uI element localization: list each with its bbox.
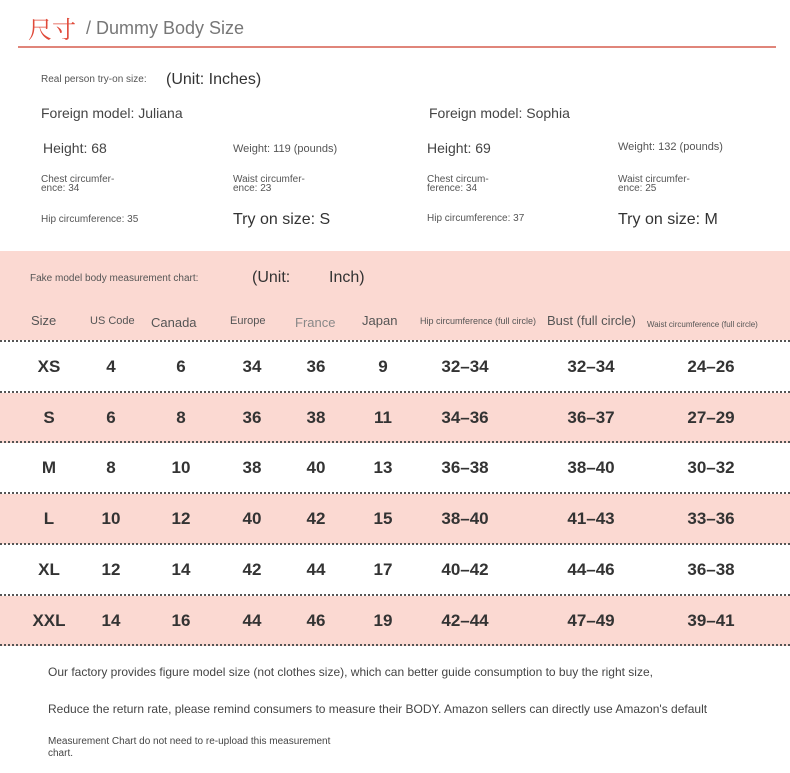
table-cell: 13 (373, 458, 393, 478)
table-cell: 30–32 (687, 458, 735, 478)
table-cell: 34–36 (441, 407, 489, 427)
chart-unit-close: Inch) (329, 269, 365, 286)
table-cell: 12 (171, 509, 191, 529)
table-cell: 11 (374, 407, 392, 427)
table-cell: S (43, 407, 55, 427)
table-cell: 9 (378, 357, 388, 376)
model-1-hip: Hip circumference: 35 (41, 214, 139, 225)
title-english: / Dummy Body Size (86, 18, 245, 38)
table-row (0, 393, 790, 443)
table-cell: 10 (101, 509, 121, 529)
chart-unit-open: (Unit: (252, 269, 291, 286)
table-cell: 40 (306, 458, 326, 478)
tryon-unit: (Unit: Inches) (166, 71, 262, 88)
col-header-waist: Waist circumference (full circle) (647, 320, 758, 329)
table-cell: M (41, 458, 57, 478)
col-header-hip: Hip circumference (full circle) (420, 316, 537, 326)
model-2-hip: Hip circumference: 37 (427, 213, 525, 224)
table-cell: 36 (306, 357, 326, 376)
table-cell: 46 (306, 610, 326, 630)
col-header-japan: Japan (362, 313, 398, 328)
table-cell: 6 (106, 407, 116, 427)
table-cell: 6 (176, 357, 186, 376)
table-cell: 10 (171, 458, 191, 478)
table-cell: 38–40 (567, 458, 615, 478)
table-row (0, 545, 790, 595)
model-2-weight: Weight: 132 (pounds) (618, 141, 723, 153)
table-row (0, 596, 790, 646)
model-2-tryon: Try on size: M (618, 211, 718, 228)
footer-line-1: Our factory provides figure model size (not clothes size), which can better guide consumption to buy the right size, (48, 665, 653, 679)
model-1-name: Foreign model: Juliana (41, 105, 183, 121)
table-cell: XL (38, 559, 60, 579)
table-cell: 33–36 (687, 509, 735, 529)
model-2-height: Height: 69 (427, 140, 491, 156)
table-cell: 41–43 (567, 509, 615, 529)
table-cell: 40–42 (441, 559, 489, 579)
table-cell: 27–29 (687, 407, 735, 427)
table-cell: 12 (101, 559, 121, 579)
table-cell: 17 (373, 559, 393, 579)
row-divider (0, 644, 790, 646)
table-cell: 14 (101, 610, 121, 630)
table-cell: 8 (106, 458, 116, 478)
table-cell: 44 (306, 559, 326, 579)
model-1-height: Height: 68 (43, 140, 107, 156)
table-cell: 15 (373, 509, 393, 529)
col-header-france: France (295, 315, 336, 330)
table-cell: XXL (32, 610, 66, 630)
table-cell: 24–26 (687, 357, 735, 376)
col-header-europe: Europe (230, 315, 266, 327)
col-header-bust: Bust (full circle) (547, 313, 636, 328)
table-cell: 36–37 (567, 407, 615, 427)
model-1-waist: Waist circumfer-ence: 23 (233, 174, 305, 194)
table-cell: 38 (306, 407, 326, 427)
model-1-tryon: Try on size: S (233, 211, 331, 228)
table-cell: 8 (176, 407, 186, 427)
col-header-size: Size (31, 313, 57, 328)
table-cell: XS (37, 357, 61, 376)
col-header-us: US Code (90, 315, 135, 327)
table-row (0, 443, 790, 493)
table-cell: 47–49 (567, 610, 615, 630)
col-header-canada: Canada (151, 315, 197, 330)
table-cell: 39–41 (687, 610, 735, 630)
model-2-chest: Chest circum-ference: 34 (427, 174, 489, 194)
model-2-waist: Waist circumfer-ence: 25 (618, 174, 690, 194)
table-row (0, 342, 790, 392)
table-cell: 42 (242, 559, 262, 579)
chart-label: Fake model body measurement chart: (30, 273, 199, 284)
tryon-label: Real person try-on size: (41, 74, 147, 85)
table-cell: 42 (306, 509, 326, 529)
table-cell: 36 (242, 407, 262, 427)
table-cell: 32–34 (441, 357, 489, 376)
table-row (0, 494, 790, 544)
model-1-chest: Chest circumfer-ence: 34 (41, 174, 115, 194)
table-cell: 44–46 (567, 559, 615, 579)
page-header (18, 10, 776, 48)
model-1-weight: Weight: 119 (pounds) (233, 143, 338, 155)
table-cell: 16 (171, 610, 191, 630)
table-cell: 14 (171, 559, 191, 579)
model-2-name: Foreign model: Sophia (429, 105, 570, 121)
table-cell: 19 (373, 610, 393, 630)
table-cell: L (43, 509, 55, 529)
table-cell: 32–34 (567, 357, 615, 376)
table-cell: 40 (242, 509, 262, 529)
table-cell: 38 (242, 458, 262, 478)
table-cell: 36–38 (687, 559, 735, 579)
footer-line-2: Reduce the return rate, please remind consumers to measure their BODY. Amazon sellers can directly use Amazon's default (48, 702, 708, 716)
table-cell: 4 (106, 357, 116, 376)
footer-line-3: Measurement Chart do not need to re-upload this measurement chart. (48, 736, 331, 759)
table-cell: 36–38 (441, 458, 489, 478)
table-cell: 44 (242, 610, 262, 630)
title-chinese: 尺寸 (28, 16, 76, 44)
table-cell: 38–40 (441, 509, 489, 529)
table-cell: 42–44 (441, 610, 489, 630)
table-cell: 34 (242, 357, 262, 376)
